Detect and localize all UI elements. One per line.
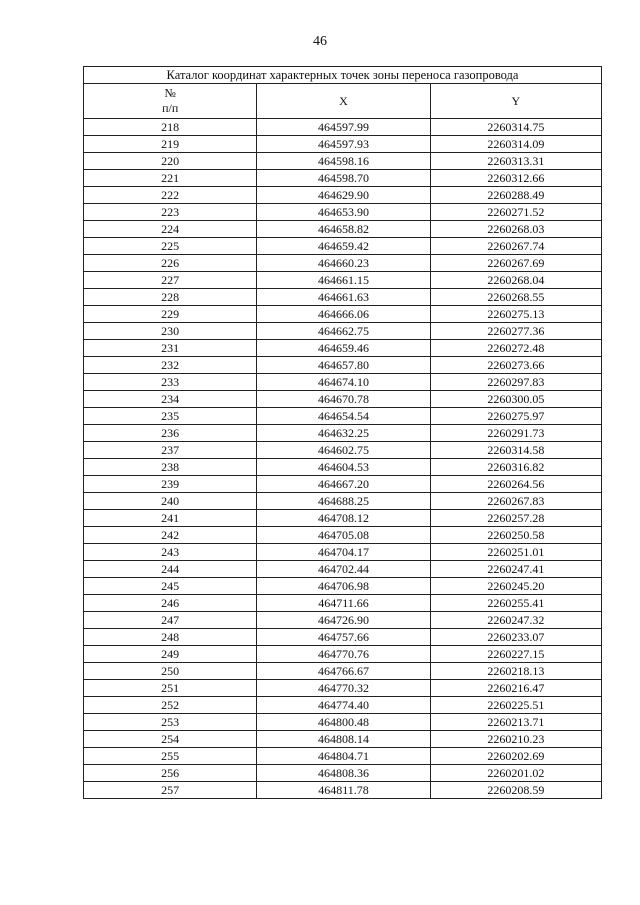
point-number-cell: 242: [84, 527, 257, 544]
y-coordinate-cell: 2260267.74: [430, 238, 601, 255]
x-coordinate-cell: 464662.75: [257, 323, 430, 340]
x-coordinate-cell: 464706.98: [257, 578, 430, 595]
x-coordinate-cell: 464811.78: [257, 782, 430, 799]
y-coordinate-cell: 2260233.07: [430, 629, 601, 646]
y-coordinate-cell: 2260316.82: [430, 459, 601, 476]
point-number-cell: 235: [84, 408, 257, 425]
point-number-cell: 238: [84, 459, 257, 476]
y-coordinate-cell: 2260312.66: [430, 170, 601, 187]
y-coordinate-cell: 2260251.01: [430, 544, 601, 561]
y-coordinate-cell: 2260208.59: [430, 782, 601, 799]
table-row: [84, 459, 602, 476]
x-coordinate-cell: 464666.06: [257, 306, 430, 323]
point-number-cell: 218: [84, 119, 257, 136]
point-number-cell: 223: [84, 204, 257, 221]
header-number-abbrev: п/п: [162, 101, 179, 115]
table-row: [84, 612, 602, 629]
point-number-cell: 222: [84, 187, 257, 204]
point-number-cell: 226: [84, 255, 257, 272]
point-number-cell: 244: [84, 561, 257, 578]
table-row: [84, 782, 602, 799]
y-coordinate-cell: 2260225.51: [430, 697, 601, 714]
x-coordinate-cell: 464629.90: [257, 187, 430, 204]
table-row: [84, 476, 602, 493]
y-coordinate-cell: 2260273.66: [430, 357, 601, 374]
table-row: [84, 493, 602, 510]
x-coordinate-cell: 464774.40: [257, 697, 430, 714]
y-coordinate-cell: 2260202.69: [430, 748, 601, 765]
page-number: 46: [313, 34, 327, 49]
x-coordinate-cell: 464808.36: [257, 765, 430, 782]
y-coordinate-cell: 2260313.31: [430, 153, 601, 170]
point-number-cell: 224: [84, 221, 257, 238]
table-row: [84, 544, 602, 561]
y-coordinate-cell: 2260291.73: [430, 425, 601, 442]
x-coordinate-cell: 464800.48: [257, 714, 430, 731]
x-coordinate-cell: 464688.25: [257, 493, 430, 510]
y-coordinate-cell: 2260288.49: [430, 187, 601, 204]
table-row: [84, 578, 602, 595]
x-coordinate-cell: 464598.16: [257, 153, 430, 170]
point-number-cell: 221: [84, 170, 257, 187]
y-coordinate-cell: 2260255.41: [430, 595, 601, 612]
y-coordinate-cell: 2260247.32: [430, 612, 601, 629]
x-coordinate-cell: 464667.20: [257, 476, 430, 493]
y-coordinate-cell: 2260268.55: [430, 289, 601, 306]
table-row: [84, 306, 602, 323]
x-coordinate-cell: 464602.75: [257, 442, 430, 459]
x-coordinate-cell: 464702.44: [257, 561, 430, 578]
header-number-symbol: №: [164, 86, 176, 100]
y-coordinate-cell: 2260268.04: [430, 272, 601, 289]
point-number-cell: 250: [84, 663, 257, 680]
x-coordinate-cell: 464597.93: [257, 136, 430, 153]
point-number-cell: 232: [84, 357, 257, 374]
point-number-cell: 228: [84, 289, 257, 306]
x-coordinate-cell: 464670.78: [257, 391, 430, 408]
point-number-cell: 239: [84, 476, 257, 493]
x-coordinate-cell: 464708.12: [257, 510, 430, 527]
y-coordinate-cell: 2260245.20: [430, 578, 601, 595]
table-row: [84, 595, 602, 612]
y-coordinate-cell: 2260272.48: [430, 340, 601, 357]
point-number-cell: 257: [84, 782, 257, 799]
table-row: [84, 374, 602, 391]
point-number-cell: 255: [84, 748, 257, 765]
y-coordinate-cell: 2260314.09: [430, 136, 601, 153]
table-row: [84, 765, 602, 782]
table-row: [84, 204, 602, 221]
table-row: [84, 136, 602, 153]
point-number-cell: 247: [84, 612, 257, 629]
x-coordinate-cell: 464726.90: [257, 612, 430, 629]
table-row: [84, 697, 602, 714]
x-coordinate-cell: 464659.46: [257, 340, 430, 357]
table-row: [84, 340, 602, 357]
header-y: Y: [430, 84, 601, 119]
table-row: [84, 408, 602, 425]
y-coordinate-cell: 2260271.52: [430, 204, 601, 221]
point-number-cell: 251: [84, 680, 257, 697]
x-coordinate-cell: 464808.14: [257, 731, 430, 748]
table-row: [84, 323, 602, 340]
table-header-row: [84, 84, 602, 119]
table-body: [84, 119, 602, 799]
x-coordinate-cell: 464661.15: [257, 272, 430, 289]
table-row: [84, 187, 602, 204]
x-coordinate-cell: 464804.71: [257, 748, 430, 765]
table-caption-row: [84, 67, 602, 84]
y-coordinate-cell: 2260264.56: [430, 476, 601, 493]
table-row: [84, 425, 602, 442]
point-number-cell: 233: [84, 374, 257, 391]
y-coordinate-cell: 2260267.83: [430, 493, 601, 510]
x-coordinate-cell: 464770.32: [257, 680, 430, 697]
table-row: [84, 221, 602, 238]
y-coordinate-cell: 2260247.41: [430, 561, 601, 578]
table-row: [84, 748, 602, 765]
table-row: [84, 629, 602, 646]
y-coordinate-cell: 2260213.71: [430, 714, 601, 731]
point-number-cell: 243: [84, 544, 257, 561]
x-coordinate-cell: 464654.54: [257, 408, 430, 425]
x-coordinate-cell: 464658.82: [257, 221, 430, 238]
x-coordinate-cell: 464705.08: [257, 527, 430, 544]
x-coordinate-cell: 464598.70: [257, 170, 430, 187]
y-coordinate-cell: 2260227.15: [430, 646, 601, 663]
table-row: [84, 153, 602, 170]
point-number-cell: 249: [84, 646, 257, 663]
table-row: [84, 357, 602, 374]
table-row: [84, 714, 602, 731]
x-coordinate-cell: 464661.63: [257, 289, 430, 306]
point-number-cell: 241: [84, 510, 257, 527]
table-caption: Каталог координат характерных точек зоны переноса газопровода: [84, 67, 602, 84]
point-number-cell: 236: [84, 425, 257, 442]
header-number: [84, 84, 257, 119]
y-coordinate-cell: 2260250.58: [430, 527, 601, 544]
point-number-cell: 227: [84, 272, 257, 289]
y-coordinate-cell: 2260218.13: [430, 663, 601, 680]
point-number-cell: 252: [84, 697, 257, 714]
y-coordinate-cell: 2260216.47: [430, 680, 601, 697]
y-coordinate-cell: 2260257.28: [430, 510, 601, 527]
point-number-cell: 234: [84, 391, 257, 408]
y-coordinate-cell: 2260275.97: [430, 408, 601, 425]
x-coordinate-cell: 464757.66: [257, 629, 430, 646]
table-row: [84, 170, 602, 187]
table-row: [84, 527, 602, 544]
table-row: [84, 680, 602, 697]
table-row: [84, 646, 602, 663]
coordinate-catalog-table: [83, 66, 602, 799]
point-number-cell: 248: [84, 629, 257, 646]
x-coordinate-cell: 464711.66: [257, 595, 430, 612]
x-coordinate-cell: 464657.80: [257, 357, 430, 374]
point-number-cell: 219: [84, 136, 257, 153]
point-number-cell: 245: [84, 578, 257, 595]
x-coordinate-cell: 464766.67: [257, 663, 430, 680]
table-row: [84, 255, 602, 272]
point-number-cell: 231: [84, 340, 257, 357]
x-coordinate-cell: 464604.53: [257, 459, 430, 476]
x-coordinate-cell: 464674.10: [257, 374, 430, 391]
table-row: [84, 510, 602, 527]
point-number-cell: 253: [84, 714, 257, 731]
table-row: [84, 442, 602, 459]
point-number-cell: 246: [84, 595, 257, 612]
y-coordinate-cell: 2260275.13: [430, 306, 601, 323]
point-number-cell: 254: [84, 731, 257, 748]
x-coordinate-cell: 464632.25: [257, 425, 430, 442]
x-coordinate-cell: 464770.76: [257, 646, 430, 663]
y-coordinate-cell: 2260210.23: [430, 731, 601, 748]
x-coordinate-cell: 464597.99: [257, 119, 430, 136]
y-coordinate-cell: 2260300.05: [430, 391, 601, 408]
y-coordinate-cell: 2260277.36: [430, 323, 601, 340]
header-x: X: [257, 84, 430, 119]
point-number-cell: 237: [84, 442, 257, 459]
table-row: [84, 561, 602, 578]
point-number-cell: 229: [84, 306, 257, 323]
y-coordinate-cell: 2260297.83: [430, 374, 601, 391]
x-coordinate-cell: 464659.42: [257, 238, 430, 255]
x-coordinate-cell: 464704.17: [257, 544, 430, 561]
point-number-cell: 230: [84, 323, 257, 340]
y-coordinate-cell: 2260314.75: [430, 119, 601, 136]
table-row: [84, 731, 602, 748]
y-coordinate-cell: 2260314.58: [430, 442, 601, 459]
y-coordinate-cell: 2260267.69: [430, 255, 601, 272]
table-row: [84, 663, 602, 680]
point-number-cell: 225: [84, 238, 257, 255]
table-row: [84, 391, 602, 408]
point-number-cell: 240: [84, 493, 257, 510]
y-coordinate-cell: 2260268.03: [430, 221, 601, 238]
table-row: [84, 289, 602, 306]
point-number-cell: 220: [84, 153, 257, 170]
x-coordinate-cell: 464660.23: [257, 255, 430, 272]
table-row: [84, 119, 602, 136]
y-coordinate-cell: 2260201.02: [430, 765, 601, 782]
x-coordinate-cell: 464653.90: [257, 204, 430, 221]
table-row: [84, 238, 602, 255]
point-number-cell: 256: [84, 765, 257, 782]
table-row: [84, 272, 602, 289]
